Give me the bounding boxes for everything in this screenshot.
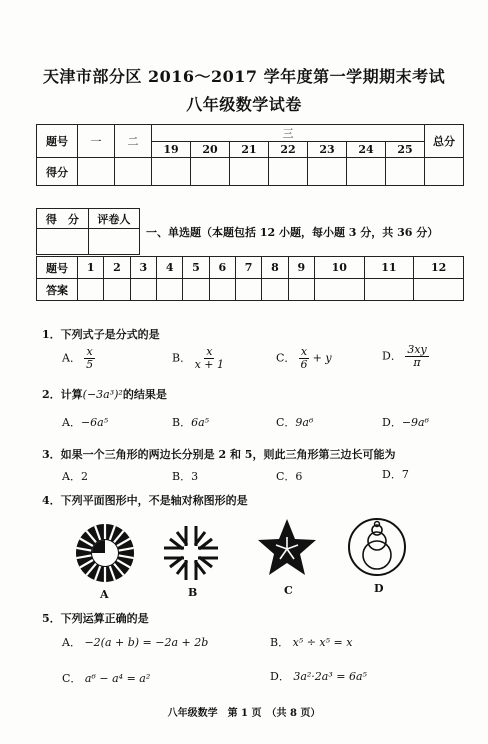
- score-table-col-three: 三: [152, 125, 425, 142]
- answer-num: 8: [262, 257, 288, 279]
- exam-title: 天津市部分区 2016～2017 学年度第一学期期末考试: [42, 67, 446, 86]
- option-letter: A．: [62, 351, 81, 365]
- denominator: 5: [86, 358, 94, 371]
- question-5-option-a: [62, 634, 208, 650]
- answer-cell: [288, 279, 314, 301]
- score-cell: [230, 158, 269, 186]
- option-text: 3: [191, 470, 199, 483]
- grader-name-cell: [88, 229, 139, 255]
- answer-cell: [235, 279, 261, 301]
- score-table: [36, 124, 464, 186]
- question-2-option-d: [382, 414, 429, 430]
- numerator: x: [300, 345, 308, 358]
- figure-b-label: B: [188, 586, 198, 599]
- score-cell: [386, 158, 425, 186]
- score-table-label-score: 得分: [37, 158, 78, 186]
- denominator: x + 1: [194, 358, 225, 371]
- option-text: 6a⁵: [191, 416, 210, 429]
- option-letter: A．: [62, 416, 81, 429]
- option-text: a⁶ − a⁴ = a²: [84, 672, 151, 685]
- option-letter: D．: [270, 670, 290, 683]
- score-cell: [152, 158, 191, 186]
- option-letter: A．: [62, 636, 81, 649]
- answer-cell: [130, 279, 156, 301]
- answer-num: 7: [235, 257, 261, 279]
- option-letter: D．: [382, 416, 402, 429]
- answer-num: 2: [104, 257, 130, 279]
- option-text: 3a²·2a³ = 6a⁵: [293, 670, 367, 683]
- score-table-total: 总分: [425, 125, 464, 158]
- answer-num: 12: [414, 257, 464, 279]
- option-letter: C．: [276, 351, 296, 365]
- score-cell: [191, 158, 230, 186]
- answer-cell: [156, 279, 182, 301]
- stem-prefix: 2．计算: [42, 388, 83, 401]
- question-5-option-d: [270, 668, 367, 684]
- option-text: x⁵ ÷ x⁵ = x: [292, 636, 353, 649]
- question-2-stem: [42, 386, 167, 402]
- option-letter: C．: [276, 470, 296, 483]
- question-1-option-d: [382, 344, 429, 369]
- question-3-option-b: [172, 468, 198, 484]
- score-col-25: 25: [386, 142, 425, 158]
- answer-table-label-answer: 答案: [37, 279, 78, 301]
- question-5-option-c: [62, 670, 150, 686]
- figure-d-label: D: [374, 582, 384, 595]
- option-text: −6a⁵: [80, 416, 109, 429]
- option-text: −2(a + b) = −2a + 2b: [84, 636, 209, 649]
- option-text: −9a⁶: [401, 416, 430, 429]
- denominator: π: [413, 356, 421, 369]
- option-text: 6: [295, 470, 303, 483]
- question-2-option-a: [62, 414, 108, 430]
- question-3-option-d: [382, 466, 409, 482]
- answer-table: [36, 256, 464, 301]
- fraction: [195, 346, 224, 371]
- answer-num: 11: [364, 257, 414, 279]
- option-letter: C．: [62, 672, 82, 685]
- stem-expression: (−3a³)²: [82, 388, 123, 401]
- denominator: 6: [300, 358, 308, 371]
- question-4-stem: 4．下列平面图形中，不是轴对称图形的是: [42, 494, 248, 507]
- question-1-option-c: [276, 346, 332, 371]
- answer-cell: [104, 279, 130, 301]
- grader-score-cell: [37, 229, 89, 255]
- score-col-24: 24: [347, 142, 386, 158]
- figure-a-ring-icon: [74, 522, 136, 584]
- figure-b-asterisk-icon: [160, 522, 222, 584]
- option-text: 2: [80, 470, 88, 483]
- score-table-col-one: 一: [78, 125, 115, 158]
- option-letter: B．: [172, 416, 192, 429]
- grader-box: [36, 208, 140, 255]
- question-1-option-a: [62, 346, 95, 371]
- option-letter: B．: [270, 636, 290, 649]
- answer-num: 5: [183, 257, 209, 279]
- answer-cell: [209, 279, 235, 301]
- answer-table-label-number: 题号: [37, 257, 78, 279]
- answer-cell: [183, 279, 209, 301]
- answer-num: 1: [78, 257, 104, 279]
- question-5-option-b: [270, 634, 352, 650]
- answer-cell: [364, 279, 414, 301]
- option-letter: D．: [382, 468, 402, 481]
- option-letter: A．: [62, 470, 81, 483]
- question-3-option-a: [62, 468, 88, 484]
- question-2-option-b: [172, 414, 209, 430]
- question-1-option-b: [172, 346, 224, 371]
- fraction: [84, 346, 94, 371]
- score-cell: [269, 158, 308, 186]
- figure-a-label: A: [100, 588, 109, 601]
- score-cell: [425, 158, 464, 186]
- numerator: 3xy: [407, 343, 427, 356]
- grader-score-label: 得 分: [37, 209, 89, 229]
- score-col-23: 23: [308, 142, 347, 158]
- question-3-option-c: [276, 468, 302, 484]
- answer-num: 6: [209, 257, 235, 279]
- score-table-label-number: 题号: [37, 125, 78, 158]
- numerator: x: [206, 345, 213, 358]
- question-3-stem: 3．如果一个三角形的两边长分别是 2 和 5，则此三角形第三边长可能为: [42, 448, 396, 461]
- numerator: x: [86, 345, 93, 358]
- option-text: 9a⁶: [295, 416, 314, 429]
- option-text: 7: [401, 468, 409, 481]
- score-col-21: 21: [230, 142, 269, 158]
- answer-cell: [314, 279, 364, 301]
- answer-num: 4: [156, 257, 182, 279]
- figure-c-label: C: [284, 584, 293, 597]
- figure-c-star-icon: [254, 516, 320, 582]
- page-footer: 八年级数学 第 1 页 （共 8 页）: [167, 708, 321, 719]
- answer-cell: [262, 279, 288, 301]
- fraction: [405, 344, 428, 369]
- option-letter: B．: [172, 470, 192, 483]
- answer-num: 10: [314, 257, 364, 279]
- fraction: [299, 346, 309, 371]
- option-tail: + y: [312, 351, 332, 365]
- answer-num: 3: [130, 257, 156, 279]
- score-cell: [347, 158, 386, 186]
- figure-d-circles-icon: [346, 516, 408, 578]
- option-letter: D．: [382, 349, 402, 363]
- score-col-20: 20: [191, 142, 230, 158]
- score-col-19: 19: [152, 142, 191, 158]
- grader-label: 评卷人: [88, 209, 139, 229]
- score-cell: [308, 158, 347, 186]
- score-cell: [115, 158, 152, 186]
- option-letter: C．: [276, 416, 296, 429]
- option-letter: B．: [172, 351, 192, 365]
- exam-subtitle: 八年级数学试卷: [186, 95, 302, 114]
- question-5-stem: 5．下列运算正确的是: [42, 612, 149, 625]
- stem-suffix: 的结果是: [122, 388, 167, 401]
- answer-num: 9: [288, 257, 314, 279]
- question-1-stem: 1．下列式子是分式的是: [42, 328, 160, 341]
- score-cell: [78, 158, 115, 186]
- score-table-col-two: 二: [115, 125, 152, 158]
- answer-cell: [414, 279, 464, 301]
- section-heading: 一、单选题（本题包括 12 小题，每小题 3 分，共 36 分）: [146, 226, 439, 239]
- answer-cell: [78, 279, 104, 301]
- score-col-22: 22: [269, 142, 308, 158]
- question-2-option-c: [276, 414, 313, 430]
